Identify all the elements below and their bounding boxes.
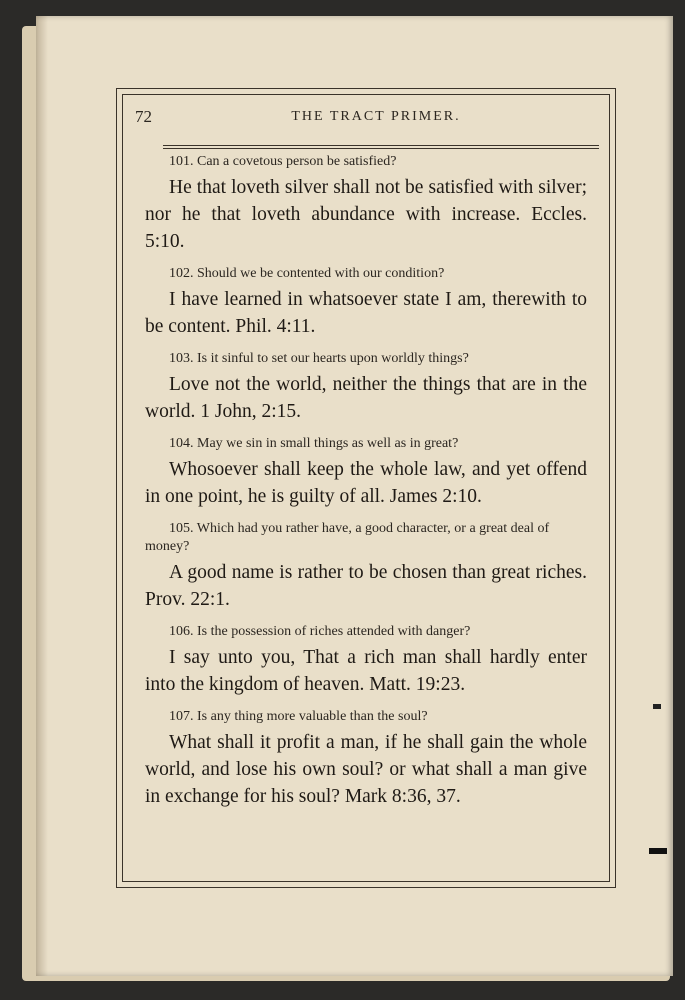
running-title: THE TRACT PRIMER. <box>291 109 461 124</box>
page-gutter-shadow <box>36 16 48 976</box>
answer: What shall it profit a man, if he shall gain the whole world, and lose his own soul? or what shall a man give in exchange for his soul? Mark 8:36, 37. <box>145 732 587 807</box>
qa-entry <box>145 153 587 255</box>
question: 103. Is it sinful to set our hearts upon worldly things? <box>169 351 469 366</box>
question: 101. Can a covetous person be satisfied? <box>169 154 397 169</box>
answer: Love not the world, neither the things that are in the world. 1 John, 2:15. <box>145 374 587 422</box>
question: 106. Is the possession of riches attended with danger? <box>169 624 471 639</box>
qa-list <box>145 153 587 820</box>
qa-entry <box>145 520 587 613</box>
answer: Whosoever shall keep the whole law, and yet offend in one point, he is guilty of all. James 2:10. <box>145 459 587 507</box>
book-page <box>36 16 673 976</box>
qa-entry <box>145 350 587 425</box>
header-rule-top <box>163 145 599 146</box>
answer: A good name is rather to be chosen than great riches. Prov. 22:1. <box>145 562 587 610</box>
page-header <box>133 103 599 133</box>
question: 104. May we sin in small things as well as in great? <box>169 436 459 451</box>
page-frame <box>116 88 616 888</box>
qa-entry <box>145 708 587 810</box>
page-frame-inner <box>122 94 610 882</box>
page-edge-mark <box>653 704 661 709</box>
answer: I say unto you, That a rich man shall hardly enter into the kingdom of heaven. Matt. 19:23. <box>145 647 587 695</box>
question: 102. Should we be contented with our condition? <box>169 266 445 281</box>
qa-entry <box>145 265 587 340</box>
question: 105. Which had you rather have, a good character, or a great deal of money? <box>145 521 550 554</box>
page-number: 72 <box>135 107 152 126</box>
header-rule-bottom <box>163 148 599 149</box>
page-edge-notch <box>649 848 667 854</box>
qa-entry <box>145 623 587 698</box>
question: 107. Is any thing more valuable than the soul? <box>169 709 428 724</box>
answer: He that loveth silver shall not be satisfied with silver; nor he that loveth abundance with increase. Eccles. 5:10. <box>145 177 587 252</box>
answer: I have learned in whatsoever state I am, therewith to be content. Phil. 4:11. <box>145 289 587 337</box>
qa-entry <box>145 435 587 510</box>
